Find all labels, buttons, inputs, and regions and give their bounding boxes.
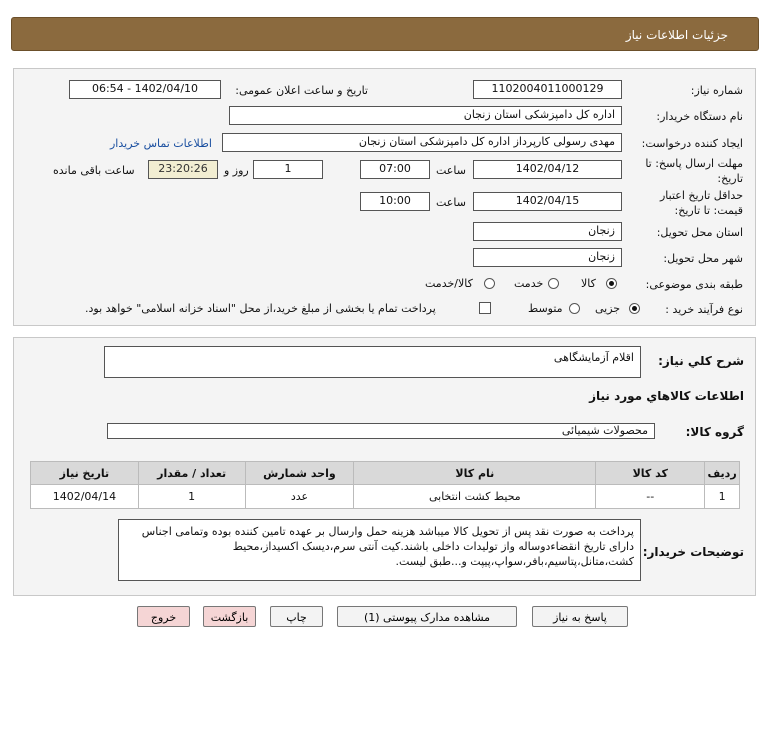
validity-time-field: 10:00 bbox=[360, 192, 430, 211]
col-unit-header: واحد شمارش bbox=[245, 462, 354, 485]
table-row bbox=[31, 485, 740, 509]
col-name-header: نام کالا bbox=[354, 462, 596, 485]
treasury-checkbox[interactable] bbox=[479, 302, 491, 314]
announce-datetime-label: تاریخ و ساعت اعلان عمومی: bbox=[235, 84, 368, 97]
city-label: شهر محل تحویل: bbox=[663, 252, 743, 265]
summary-label: شرح کلي نياز: bbox=[658, 354, 744, 368]
exit-button[interactable]: خروج bbox=[137, 606, 190, 627]
treasury-note: پرداخت تمام یا بخشی از مبلغ خرید،از محل "اسناد خزانه اسلامی" خواهد بود. bbox=[85, 302, 436, 315]
col-code-header: کد کالا bbox=[596, 462, 705, 485]
validity-label-date: قیمت: تا تاریخ: bbox=[674, 204, 743, 217]
category-goods-service-label: کالا/خدمت bbox=[425, 277, 473, 290]
category-goods-service-radio[interactable] bbox=[484, 278, 495, 289]
deadline-label: مهلت ارسال پاسخ: تا bbox=[645, 157, 743, 170]
col-qty-header: تعداد / مقدار bbox=[138, 462, 245, 485]
goods-group-field: محصولات شیمیائی bbox=[107, 423, 655, 439]
province-field: زنجان bbox=[473, 222, 622, 241]
validity-time-label: ساعت bbox=[436, 196, 466, 209]
back-button[interactable]: بازگشت bbox=[203, 606, 256, 627]
remaining-time-field: 23:20:26 bbox=[148, 160, 218, 179]
category-service-radio[interactable] bbox=[548, 278, 559, 289]
remaining-time-label: ساعت باقی مانده bbox=[53, 164, 135, 177]
purchase-medium-radio[interactable] bbox=[569, 303, 580, 314]
validity-date-field: 1402/04/15 bbox=[473, 192, 622, 211]
col-row-header: ردیف bbox=[705, 462, 740, 485]
need-number-label: شماره نیاز: bbox=[690, 84, 743, 97]
deadline-time-field: 07:00 bbox=[360, 160, 430, 179]
table-header-row bbox=[31, 462, 740, 485]
buyer-org-label: نام دستگاه خریدار: bbox=[656, 110, 743, 123]
goods-section-title: اطلاعات کالاهاي مورد نياز bbox=[589, 389, 744, 403]
print-button[interactable]: چاپ bbox=[270, 606, 323, 627]
buyer-contact-link[interactable]: اطلاعات تماس خریدار bbox=[110, 137, 212, 150]
cell-unit: عدد bbox=[245, 485, 354, 509]
reply-button[interactable]: پاسخ به نیاز bbox=[532, 606, 628, 627]
buyer-notes-text: پرداخت به صورت نقد پس از تحویل کالا میباشد هزینه حمل وارسال بر عهده تامین کننده بوده وتمامی اجناس دارای تاریخ انقضاءدوساله واز تولیدات داخلی باشند.کیت آنتی سرم،دیسک اکسیداز،محیط کشت،متانل،پتاسیم،بافر،سواپ،پیپت و...طبق لیست. bbox=[118, 519, 641, 581]
attachments-button[interactable]: مشاهده مدارک پیوستی (1) bbox=[337, 606, 517, 627]
buyer-org-field: اداره کل دامپزشکی استان زنجان bbox=[229, 106, 622, 125]
deadline-date-field: 1402/04/12 bbox=[473, 160, 622, 179]
requester-label: ایجاد کننده درخواست: bbox=[641, 137, 743, 150]
cell-qty: 1 bbox=[138, 485, 245, 509]
city-field: زنجان bbox=[473, 248, 622, 267]
buyer-notes-label: توضیحات خریدار: bbox=[642, 545, 744, 559]
cell-date: 1402/04/14 bbox=[31, 485, 139, 509]
deadline-label-date: تاریخ: bbox=[717, 172, 743, 185]
page-header bbox=[11, 17, 759, 51]
deadline-time-label: ساعت bbox=[436, 164, 466, 177]
purchase-type-label: نوع فرآیند خرید : bbox=[665, 303, 743, 316]
validity-label: حداقل تاریخ اعتبار bbox=[659, 189, 743, 202]
cell-code: -- bbox=[596, 485, 705, 509]
category-label: طبقه بندی موضوعی: bbox=[645, 278, 743, 291]
goods-table bbox=[30, 461, 740, 509]
summary-field: اقلام آزمایشگاهی bbox=[104, 346, 641, 378]
purchase-medium-label: متوسط bbox=[528, 302, 563, 315]
col-date-header: تاریخ نیاز bbox=[31, 462, 139, 485]
category-service-label: خدمت bbox=[514, 277, 544, 290]
cell-row: 1 bbox=[705, 485, 740, 509]
purchase-minor-label: جزیی bbox=[595, 302, 621, 315]
goods-group-label: گروه کالا: bbox=[685, 425, 744, 439]
purchase-minor-radio[interactable] bbox=[629, 303, 640, 314]
category-goods-radio[interactable] bbox=[606, 278, 617, 289]
requester-field: مهدی رسولی کارپرداز اداره کل دامپزشکی استان زنجان bbox=[222, 133, 622, 152]
cell-name: محیط کشت انتخابی bbox=[354, 485, 596, 509]
days-label: روز و bbox=[224, 164, 249, 177]
remaining-days-field: 1 bbox=[253, 160, 323, 179]
category-goods-label: کالا bbox=[581, 277, 596, 290]
need-number-field: 1102004011000129 bbox=[473, 80, 622, 99]
announce-datetime-field: 1402/04/10 - 06:54 bbox=[69, 80, 221, 99]
page-title: جزئیات اطلاعات نیاز bbox=[625, 28, 728, 42]
province-label: استان محل تحویل: bbox=[656, 226, 743, 239]
